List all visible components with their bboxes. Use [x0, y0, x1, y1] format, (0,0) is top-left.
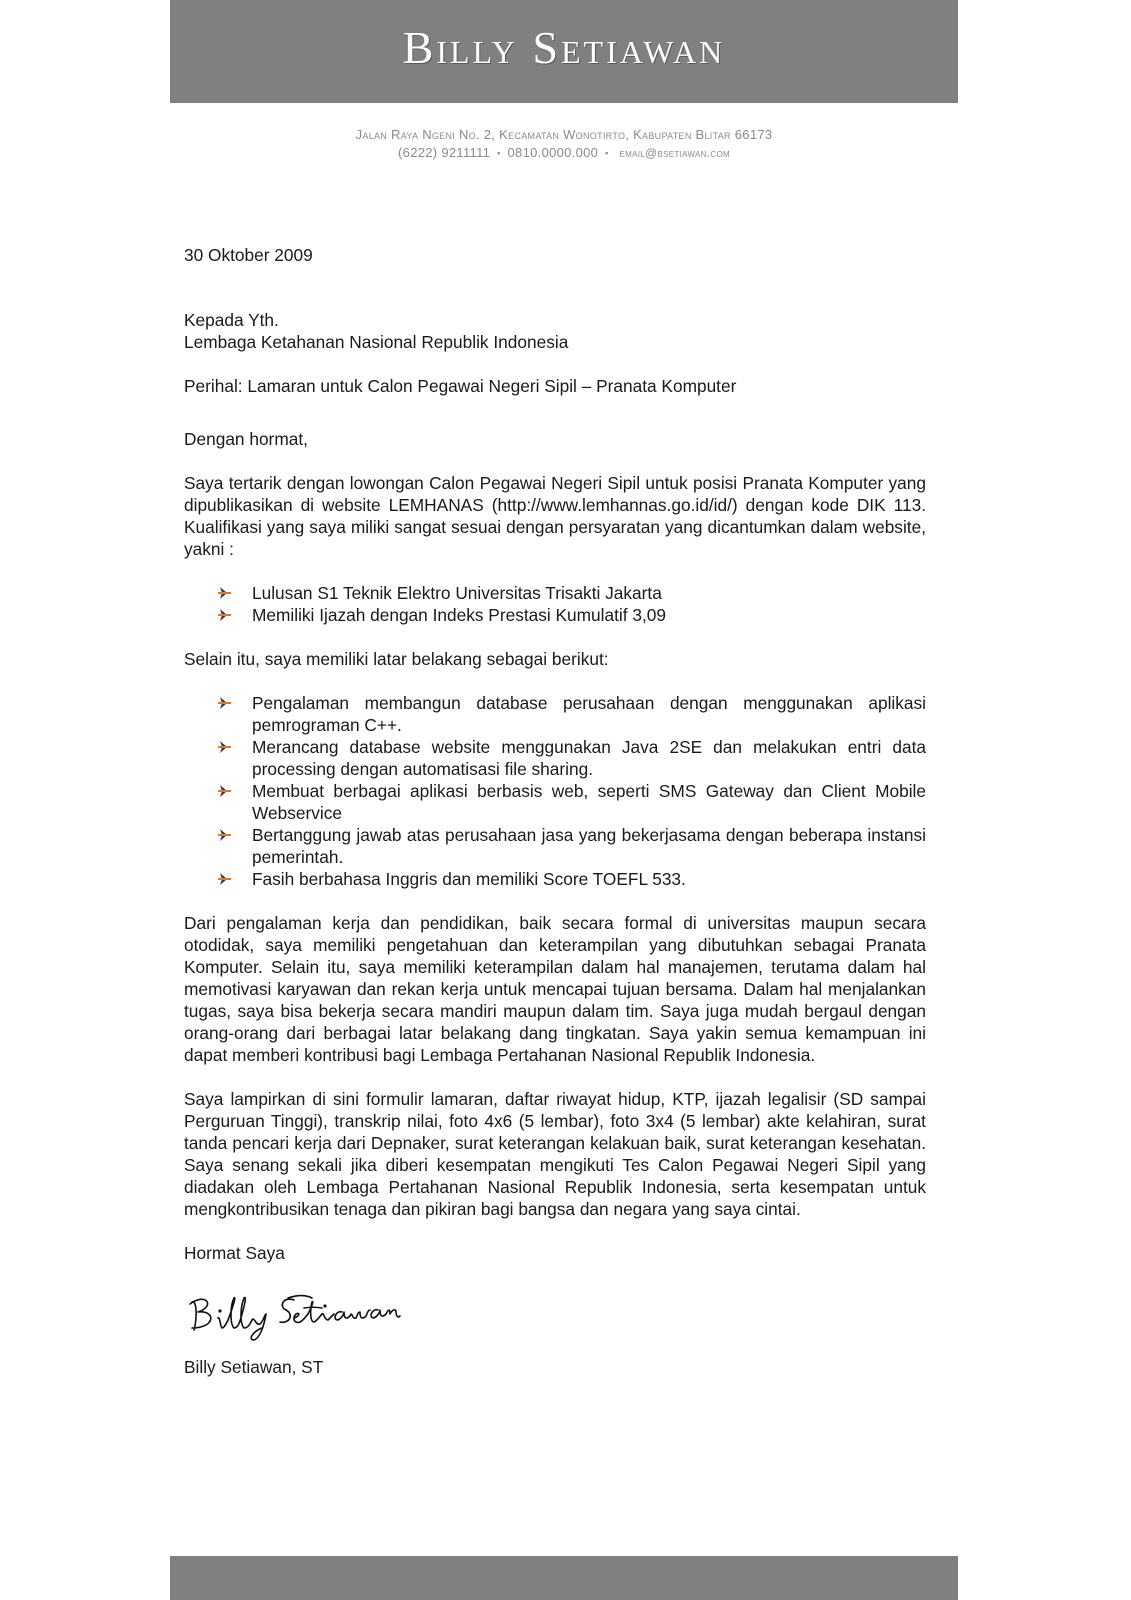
separator-icon: ▪ — [605, 148, 609, 158]
arrow-bullet-icon — [218, 785, 232, 797]
letterhead-name: Billy Setiawan — [402, 22, 726, 73]
recipient-line-2: Lembaga Ketahanan Nasional Republik Indonesia — [184, 332, 569, 352]
signer-name: Billy Setiawan, ST — [184, 1357, 324, 1377]
intro-paragraph: Saya tertarik dengan lowongan Calon Pegawai Negeri Sipil untuk posisi Pranata Komputer yang dipublikasikan di website LEMHANAS (http://www.lemhannas.go.id/id/) dengan kode DIK 113. Kualifikasi yang saya miliki sangat sesuai dengan persyaratan yang dicantumkan dalam website, yakni : — [184, 473, 926, 559]
qualification-text: Lulusan S1 Teknik Elektro Universitas Trisakti Jakarta — [252, 583, 662, 603]
list-item — [252, 582, 926, 604]
letterhead-band — [170, 0, 958, 103]
list-item — [252, 868, 926, 890]
qualifications-list — [184, 582, 926, 626]
list-item — [252, 604, 926, 626]
list-item — [252, 692, 926, 736]
background-list — [184, 692, 926, 890]
arrow-bullet-icon — [218, 587, 232, 599]
contact-phone-1: (6222) 9211111 — [398, 145, 491, 160]
salutation: Dengan hormat, — [184, 429, 308, 449]
background-text: Bertanggung jawab atas perusahaan jasa yang bekerjasama dengan beberapa instansi pemerintah. — [252, 825, 926, 867]
background-text: Pengalaman membangun database perusahaan dengan menggunakan aplikasi pemrograman C++. — [252, 693, 926, 735]
arrow-bullet-icon — [218, 741, 232, 753]
background-intro: Selain itu, saya memiliki latar belakang sebagai berikut: — [184, 649, 609, 669]
experience-paragraph: Dari pengalaman kerja dan pendidikan, baik secara formal di universitas maupun secara otodidak, saya memiliki pengetahuan dan keterampilan yang dibutuhkan sebagai Pranata Komputer. Selain itu, saya memiliki keterampilan dalam hal manajemen, terutama dalam hal memotivasi karyawan dan rekan kerja untuk mencapai tujuan bersama. Dalam hal menjalankan tugas, saya bisa bekerja secara mandiri maupun dalam tim. Saya juga mudah bergaul dengan orang-orang dari berbagai latar belakang dang tingkatan. Saya yakin semua kemampuan ini dapat memberi kontribusi bagi Lembaga Pertahanan Nasional Republik Indonesia. — [184, 913, 926, 1065]
background-text: Fasih berbahasa Inggris dan memiliki Score TOEFL 533. — [252, 869, 686, 889]
footer-band — [170, 1556, 958, 1600]
closing: Hormat Saya — [184, 1243, 285, 1263]
contact-phone-2: 0810.0000.000 — [507, 145, 599, 160]
contact-address: Jalan Raya Ngeni No. 2, Kecamatan Wonotirto, Kabupaten Blitar 66173 — [355, 127, 773, 142]
recipient-line-1: Kepada Yth. — [184, 310, 279, 330]
list-item — [252, 736, 926, 780]
letterhead-contact — [170, 126, 958, 162]
arrow-bullet-icon — [218, 873, 232, 885]
arrow-bullet-icon — [218, 829, 232, 841]
background-text: Membuat berbagai aplikasi berbasis web, seperti SMS Gateway dan Client Mobile Webservice — [252, 781, 926, 823]
list-item — [252, 824, 926, 868]
attachments-paragraph: Saya lampirkan di sini formulir lamaran, daftar riwayat hidup, KTP, ijazah legalisir (SD sampai Perguruan Tinggi), transkrip nilai, foto 4x6 (5 lembar), foto 3x4 (5 lembar) akte kelahiran, surat tanda pencari kerja dari Depnaker, surat keterangan kelakuan baik, surat keterangan kesehatan. Saya senang sekali jika diberi kesempatan mengikuti Tes Calon Pegawai Negeri Sipil yang diadakan oleh Lembaga Pertahanan Nasional Republik Indonesia, serta kesempatan untuk mengkontribusikan tenaga dan pikiran bagi bangsa dan negara yang saya cintai. — [184, 1089, 926, 1219]
separator-icon: ▪ — [497, 148, 501, 158]
arrow-bullet-icon — [218, 697, 232, 709]
contact-line-2 — [170, 144, 958, 162]
list-item — [252, 780, 926, 824]
letter-date: 30 Oktober 2009 — [184, 245, 313, 265]
qualification-text: Memiliki Ijazah dengan Indeks Prestasi Kumulatif 3,09 — [252, 605, 666, 625]
contact-email: email@bsetiawan.com — [619, 146, 730, 160]
background-text: Merancang database website menggunakan Java 2SE dan melakukan entri data processing dengan automatisasi file sharing. — [252, 737, 926, 779]
letter-body — [184, 244, 926, 1378]
handwritten-signature — [182, 1284, 402, 1342]
arrow-bullet-icon — [218, 609, 232, 621]
letter-subject: Perihal: Lamaran untuk Calon Pegawai Negeri Sipil – Pranata Komputer — [184, 376, 737, 396]
